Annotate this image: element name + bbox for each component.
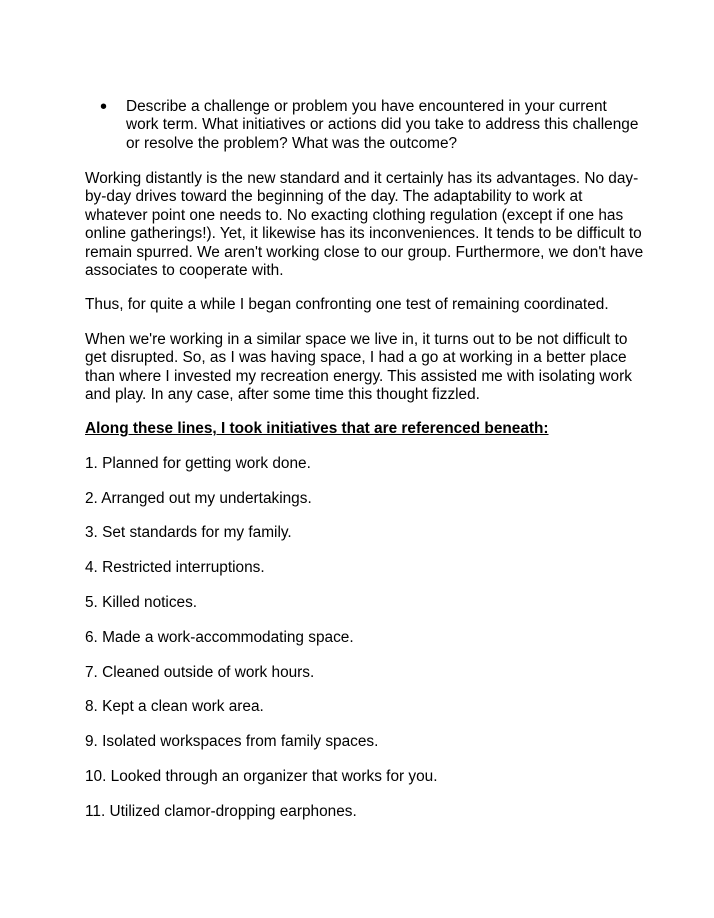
- document-body: [85, 170, 645, 838]
- paragraph: Thus, for quite a while I began confronting one test of remaining coordinated.: [85, 296, 609, 314]
- list-item: 3. Set standards for my family.: [85, 524, 292, 542]
- list-item: 1. Planned for getting work done.: [85, 454, 311, 472]
- list-item: 5. Killed notices.: [85, 594, 198, 612]
- list-item: 8. Kept a clean work area.: [85, 698, 264, 716]
- list-item: 10. Looked through an organizer that works for you.: [85, 768, 438, 786]
- list-item: 7. Cleaned outside of work hours.: [85, 663, 315, 681]
- initiatives-list: [85, 455, 645, 821]
- question-text: Describe a challenge or problem you have encountered in your current work term. What initiatives or actions did you take to address this challenge or resolve the problem? What was the outcome?: [126, 98, 639, 152]
- paragraph: Working distantly is the new standard and it certainly has its advantages. No day-by-day drives toward the beginning of the day. The adaptability to work at whatever point one needs to. No exacting clothing regulation (except if one has online gatherings!). Yet, it likewise has its inconveniences. It tends to be difficult to remain spurred. We aren't working close to our group. Furthermore, we don't have associates to cooperate with.: [85, 170, 644, 280]
- list-item: 11. Utilized clamor-dropping earphones.: [85, 802, 357, 820]
- list-item: 2. Arranged out my undertakings.: [85, 489, 312, 507]
- list-item: 6. Made a work-accommodating space.: [85, 628, 354, 646]
- initiatives-heading: Along these lines, I took initiatives that are referenced beneath:: [85, 420, 549, 438]
- bullet-dot-icon: •: [100, 96, 108, 118]
- question-bullet: [100, 98, 640, 153]
- list-item: 9. Isolated workspaces from family spaces.: [85, 733, 379, 751]
- list-item: 4. Restricted interruptions.: [85, 559, 265, 577]
- paragraph: When we're working in a similar space we live in, it turns out to be not difficult to get disrupted. So, as I was having space, I had a go at working in a better place than where I invested my recreation energy. This assisted me with isolating work and play. In any case, after some time this thought fizzled.: [85, 330, 632, 404]
